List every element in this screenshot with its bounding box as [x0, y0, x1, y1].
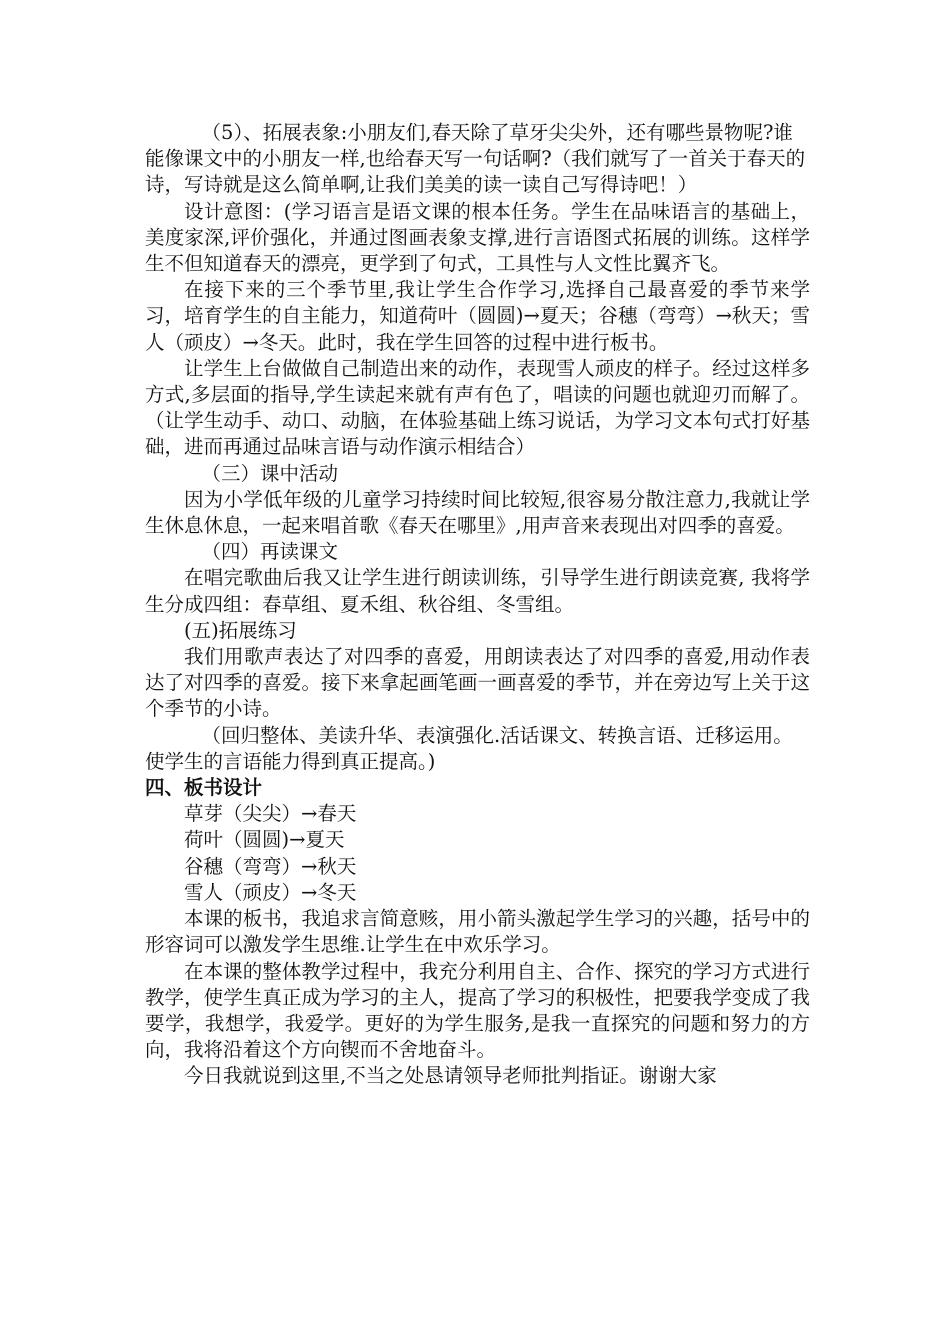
paragraph-board-explanation: 本课的板书，我追求言简意赅，用小箭头激起学生学习的兴趣，括号中的形容词可以激发学生思维.让学生在中欢乐学习。: [145, 907, 810, 957]
paragraph-snowman-action: 让学生上台做做自己制造出来的动作，表现雪人顽皮的样子。经过这样多方式,多层面的指导,学生读起来就有声有色了，唱读的问题也就迎刃而解了。（让学生动手、动口、动脑，在体验基础上练习说话，为学习文本句式打好基础，进而再通过品味言语与动作演示相结合）: [145, 356, 810, 459]
board-line-autumn: 谷穗（弯弯）→秋天: [184, 854, 357, 878]
subheading-reread: （四）再读课文: [201, 540, 339, 564]
paragraph-design-intent: 设计意图：(学习语言是语文课的根本任务。学生在品味语言的基础上，美度家深,评价强化，并通过图画表象支撑,进行言语图式拓展的训练。这样学生不但知道春天的漂亮，更学到了句式，工具性与人文性比翼齐飞。: [145, 199, 810, 276]
board-line-winter: 雪人（顽皮）→冬天: [184, 880, 357, 904]
document-page: [145, 120, 810, 1090]
subheading-class-activity: （三）课中活动: [201, 461, 339, 485]
paragraph-summary-note: （回归整体、美读升华、表演强化.活话课文、转换言语、迁移运用。使学生的言语能力得到真正提高。): [145, 723, 793, 773]
board-line-spring: 草芽（尖尖）→春天: [184, 802, 357, 826]
paragraph-closing-thanks: 今日我就说到这里,不当之处恳请领导老师批判指证。谢谢大家: [184, 1064, 717, 1088]
paragraph-song: 因为小学低年级的儿童学习持续时间比较短,很容易分散注意力,我就让学生休息休息，一起来唱首歌《春天在哪里》,用声音来表现出对四季的喜爱。: [145, 487, 810, 538]
paragraph-drawing: 我们用歌声表达了对四季的喜爱，用朗读表达了对四季的喜爱,用动作表达了对四季的喜爱。接下来拿起画笔画一画喜爱的季节，并在旁边写上关于这个季节的小诗。: [145, 645, 810, 721]
section-heading-board-design: 四、板书设计: [145, 776, 263, 800]
board-line-summer: 荷叶（圆圆)→夏天: [184, 828, 345, 852]
paragraph-three-seasons: 在接下来的三个季节里,我让学生合作学习,选择自己最喜爱的季节来学习，培育学生的自主能力，知道荷叶（圆圆)→夏天；谷穗（弯弯）→秋天；雪人（顽皮）→冬天。此时，我在学生回答的过程中进行板书。: [145, 278, 810, 354]
paragraph-teaching-reflection: 在本课的整体教学过程中，我充分利用自主、合作、探究的学习方式进行教学，使学生真正成为学习的主人，提高了学习的积极性，把要我学变成了我要学，我想学，我爱学。更好的为学生服务,是我一直探究的问题和努力的方向，我将沿着这个方向锲而不舍地奋斗。: [145, 959, 810, 1062]
paragraph-reading-contest: 在唱完歌曲后我又让学生进行朗读训练，引导学生进行朗读竞赛, 我将学生分成四组：春草组、夏禾组、秋谷组、冬雪组。: [145, 566, 810, 616]
subheading-extension-practice: (五)拓展练习: [184, 618, 297, 642]
paragraph-extend-imagery: （5）、拓展表象:小朋友们,春天除了草牙尖尖外，还有哪些景物呢?谁能像课文中的小朋友一样,也给春天写一句话啊?（我们就写了一首关于春天的诗，写诗就是这么简单啊,让我们美美的读一读自己写得诗吧！）: [145, 121, 806, 197]
